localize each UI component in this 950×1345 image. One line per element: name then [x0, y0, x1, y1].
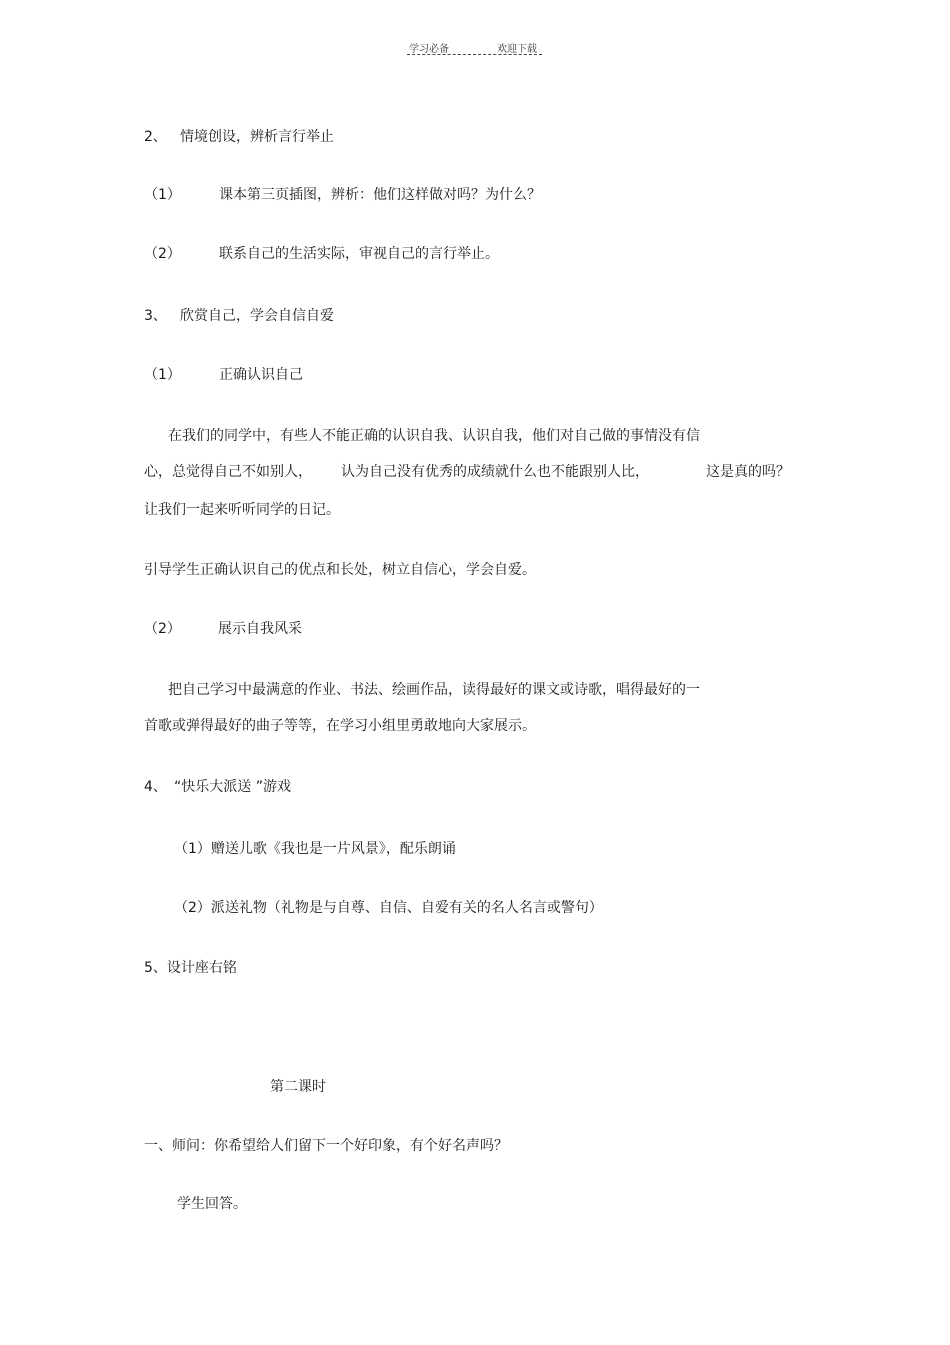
header-right-text: 欢迎下载 — [497, 44, 537, 55]
paragraph-1-line-3: 让我们一起来听听同学的日记。 — [144, 502, 340, 518]
answer-1: 学生回答。 — [177, 1196, 247, 1212]
paragraph-2: 引导学生正确认识自己的优点和长处，树立自信心，学会自爱。 — [144, 562, 536, 578]
header-left-text: 学习必备 — [409, 44, 449, 55]
header-dashed-rule — [407, 54, 542, 55]
paragraph-1-line-2-part-3: 这是真的吗？ — [706, 464, 790, 480]
section-4-number: 4、 — [144, 779, 167, 795]
item-text: 课本第三页插图，辨析：他们这样做对吗？为什么？ — [219, 187, 541, 203]
paragraph-1-line-1: 在我们的同学中，有些人不能正确的认识自我、认识自我，他们对自己做的事情没有信 — [168, 428, 700, 444]
section-3-number: 3、 — [144, 308, 167, 324]
section-4-title: “快乐大派送 ”游戏 — [174, 779, 291, 795]
item-text: 正确认识自己 — [219, 367, 303, 383]
section-2-title: 情境创设，辨析言行举止 — [180, 129, 334, 145]
lesson-2-title: 第二课时 — [270, 1079, 326, 1095]
item-text: 联系自己的生活实际，审视自己的言行举止。 — [219, 246, 499, 262]
section-4-item-1: （1）赠送儿歌《我也是一片风景》，配乐朗诵 — [174, 841, 456, 857]
section-3-title: 欣赏自己，学会自信自爱 — [180, 308, 334, 324]
section-2-number: 2、 — [144, 129, 167, 145]
section-5-heading: 5、设计座右铭 — [144, 960, 237, 976]
item-text: 展示自我风采 — [218, 621, 302, 637]
paragraph-1-line-2-part-1: 心，总觉得自己不如别人， — [144, 464, 312, 480]
paragraph-1-line-2-part-2: 认为自己没有优秀的成绩就什么也不能跟别人比， — [341, 464, 649, 480]
item-number: （2） — [144, 246, 181, 262]
item-number: （1） — [144, 187, 181, 203]
paragraph-3-line-1: 把自己学习中最满意的作业、书法、绘画作品，读得最好的课文或诗歌，唱得最好的一 — [168, 682, 700, 698]
item-number: （1） — [144, 367, 181, 383]
item-number: （2） — [144, 621, 181, 637]
section-4-item-2: （2）派送礼物（礼物是与自尊、自信、自爱有关的名人名言或警句） — [174, 900, 603, 916]
question-1: 一、师问：你希望给人们留下一个好印象，有个好名声吗？ — [144, 1138, 508, 1154]
paragraph-3-line-2: 首歌或弹得最好的曲子等等，在学习小组里勇敢地向大家展示。 — [144, 718, 536, 734]
